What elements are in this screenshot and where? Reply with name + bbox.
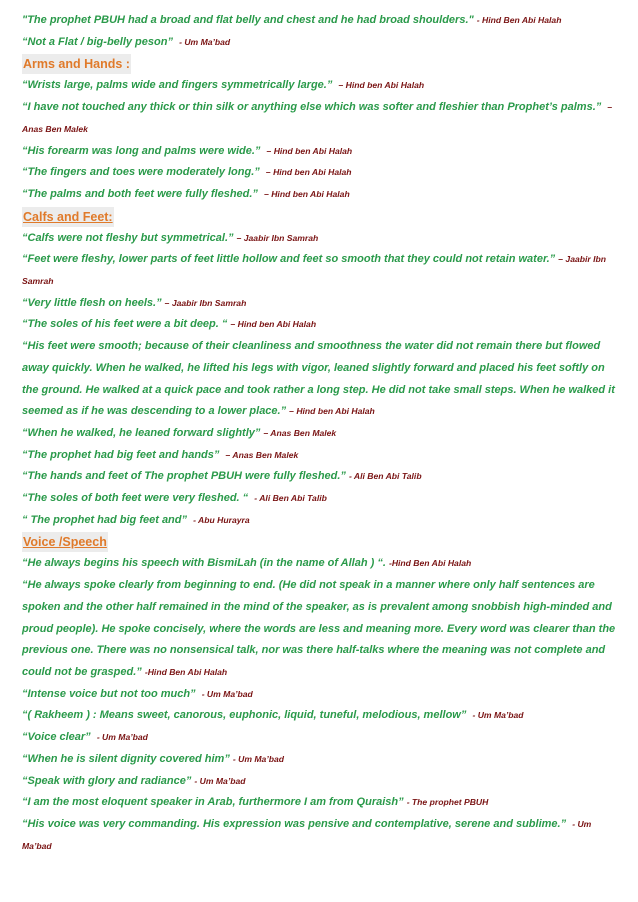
quote-source: – Anas Ben Malek	[225, 449, 299, 460]
section-heading-calfs-feet: Calfs and Feet:	[22, 207, 114, 227]
quote-text: “Speak with glory and radiance”	[22, 774, 192, 787]
section-heading-arms-hands: Arms and Hands :	[22, 54, 131, 74]
quote-paragraph	[22, 792, 622, 814]
quote-paragraph	[22, 488, 622, 510]
quote-text: "The prophet PBUH had a broad and flat belly and chest and he had broad shoulders."	[22, 14, 474, 26]
quote-text: “ The prophet had big feet and”	[22, 513, 187, 526]
quote-text: “I am the most eloquent speaker in Arab, furthermore I am from Quraish”	[22, 796, 404, 809]
quote-paragraph	[22, 510, 622, 532]
quote-source: – Jaabir Ibn Samrah	[164, 297, 247, 308]
quote-source: – Hind ben Abi Halah	[338, 80, 425, 91]
quote-text: “( Rakheem ) : Means sweet, canorous, euphonic, liquid, tuneful, melodious, mellow”	[22, 709, 467, 722]
quote-paragraph	[22, 553, 622, 575]
quote-text: “He always begins his speech with BismiLah (in the name of Allah ) “.	[22, 557, 386, 570]
quote-text: “His forearm was long and palms were wide.”	[22, 144, 261, 157]
quote-text: “The soles of his feet were a bit deep. “	[22, 318, 228, 331]
quote-text: “Very little flesh on heels.”	[22, 296, 162, 309]
quote-source: - Um Ma’bad	[472, 710, 524, 721]
quote-paragraph	[22, 293, 622, 315]
quote-source: – Jaabir Ibn Samrah	[236, 232, 319, 243]
quote-source: – Jaabir Ibn Samrah	[22, 254, 607, 287]
quote-source: – Hind ben Abi Halah	[264, 188, 350, 199]
quote-paragraph	[22, 705, 622, 727]
quote-paragraph	[22, 814, 622, 857]
quote-source: - Hind Ben Abi Halah	[476, 15, 562, 25]
quote-paragraph	[22, 228, 622, 250]
quote-source: - Um Ma’bad	[179, 36, 231, 47]
quote-text: “The palms and both feet were fully fleshed.”	[22, 187, 258, 200]
quote-source: - Ali Ben Abi Talib	[254, 493, 327, 504]
quote-text: “His voice was very commanding. His expression was pensive and contemplative, serene and sublime.”	[22, 817, 567, 830]
quote-text: “The soles of both feet were very fleshed. “	[22, 492, 249, 505]
quote-paragraph	[22, 97, 622, 140]
quote-source: - Ali Ben Abi Talib	[349, 471, 422, 482]
document-page	[22, 10, 622, 857]
quote-paragraph	[22, 727, 622, 749]
quote-source: – Hind ben Abi Halah	[265, 167, 352, 178]
quote-source: – Hind ben Abi Halah	[266, 145, 353, 156]
quote-source: – Hind ben Abi Halah	[289, 406, 375, 417]
quote-text: “Not a Flat / big-belly peson”	[22, 35, 173, 48]
quote-source: – Anas Ben Malek	[263, 427, 337, 438]
quote-source: - Um Ma’bad	[201, 688, 253, 699]
quote-text: “The prophet had big feet and hands”	[22, 448, 220, 461]
quote-source: - Um Ma’bad	[96, 732, 148, 743]
quote-paragraph	[22, 249, 622, 292]
quote-source: - The prophet PBUH	[406, 797, 489, 808]
section-heading-voice-speech: Voice /Speech	[22, 532, 108, 552]
quote-paragraph	[22, 771, 622, 793]
quote-paragraph	[22, 184, 622, 206]
quote-paragraph	[22, 336, 622, 423]
quote-text: “The fingers and toes were moderately long.”	[22, 166, 260, 179]
quote-paragraph	[22, 749, 622, 771]
quote-text: “I have not touched any thick or thin silk or anything else which was softer and fleshier than Prophet’s palms.”	[22, 101, 602, 114]
quote-text: “His feet were smooth; because of their cleanliness and smoothness the water did not remain there but flowed away quickly. When he walked, he lifted his legs with vigor, leaned slightly forward and placed his feet softly on the ground. He walked at a quick pace and took rather a long step. He did not take small steps. When he walked it seemed as if he was descending to a lower place.”	[22, 340, 615, 418]
quote-source: -Hind Ben Abi Halah	[388, 558, 472, 569]
quote-paragraph	[22, 423, 622, 445]
quote-source: - Abu Hurayra	[193, 514, 250, 525]
quote-source: – Anas Ben Malek	[22, 102, 613, 134]
quote-source: -Hind Ben Abi Halah	[144, 666, 228, 677]
quote-text: “When he walked, he leaned forward slightly”	[22, 426, 261, 439]
quote-paragraph	[22, 10, 622, 32]
quote-paragraph	[22, 466, 622, 488]
quote-paragraph	[22, 445, 622, 467]
quote-source: - Um Ma’bad	[22, 818, 592, 851]
quote-text: “Wrists large, palms wide and fingers symmetrically large.”	[22, 79, 333, 92]
quote-source: – Hind ben Abi Halah	[230, 319, 317, 330]
quote-text: “Calfs were not fleshy but symmetrical.”	[22, 231, 234, 244]
quote-text: “The hands and feet of The prophet PBUH were fully fleshed.”	[22, 470, 346, 483]
quote-paragraph	[22, 32, 622, 54]
quote-paragraph	[22, 575, 622, 684]
quote-text: “When he is silent dignity covered him”	[22, 752, 230, 765]
quote-paragraph	[22, 684, 622, 706]
quote-text: “Intense voice but not too much”	[22, 687, 196, 700]
quote-paragraph	[22, 162, 622, 184]
quote-paragraph	[22, 314, 622, 336]
quote-source: - Um Ma’bad	[194, 775, 246, 786]
quote-paragraph	[22, 75, 622, 97]
quote-text: “Voice clear”	[22, 731, 91, 744]
quote-paragraph	[22, 141, 622, 163]
quote-source: - Um Ma’bad	[232, 753, 284, 764]
quote-text: “Feet were fleshy, lower parts of feet little hollow and feet so smooth that they could not retain water.”	[22, 253, 556, 266]
quote-text: “He always spoke clearly from beginning to end. (He did not speak in a manner where only half sentences are spoken and the other half remained in the mind of the speaker, as is prevalent among snobbish high-minded and proud people). He spoke concisely, where the words are less and meaning more. Every word was clearer than the previous one. There was no nonsensical talk, nor was there half-talks where the meaning was not complete and could not be grasped.”	[22, 579, 616, 678]
